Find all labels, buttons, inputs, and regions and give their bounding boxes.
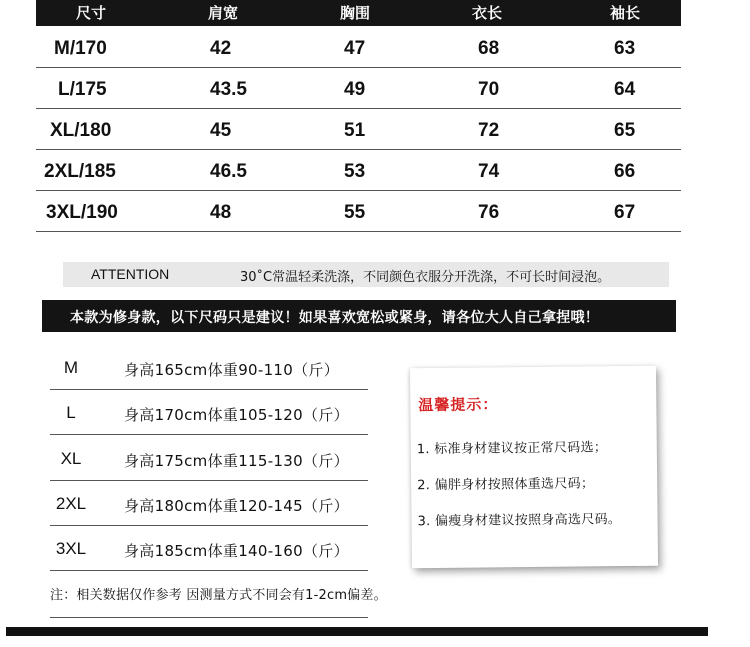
row-divider: [50, 480, 368, 481]
table-row: [36, 28, 681, 68]
header-chest: 胸围: [340, 4, 371, 22]
footnote-divider: [50, 617, 368, 618]
cell-shoulder: 48: [210, 202, 232, 223]
list-item: [50, 346, 368, 390]
tip-item: 2. 偏胖身材按照体重选尺码；: [417, 476, 595, 494]
header-length: 衣长: [472, 4, 503, 22]
cell-sleeve: 66: [614, 161, 636, 182]
list-item: [50, 437, 368, 481]
fit-notice-text: 本款为修身款，以下尺码只是建议！如果喜欢宽松或紧身，请各位大人自己拿捏哦！: [70, 310, 600, 326]
measurement-footnote: 注：相关数据仅作参考 因测量方式不同会有1-2cm偏差。: [50, 588, 387, 603]
cell-shoulder: 43.5: [210, 79, 247, 100]
guide-size: L: [66, 403, 76, 422]
row-divider: [50, 525, 368, 526]
cell-size: 3XL/190: [46, 202, 118, 223]
row-divider: [50, 570, 368, 571]
guide-description: 身高185cm体重140-160（斤）: [124, 542, 349, 560]
table-row: [36, 69, 681, 109]
row-divider: [36, 67, 681, 68]
cell-chest: 55: [344, 202, 366, 223]
size-table-header: [36, 0, 681, 26]
size-chart-section: [0, 0, 709, 328]
cell-size: M/170: [54, 38, 107, 59]
cell-length: 72: [478, 120, 500, 141]
list-item: [50, 527, 368, 571]
cell-shoulder: 46.5: [210, 161, 247, 182]
cell-length: 76: [478, 202, 500, 223]
cell-chest: 49: [344, 79, 366, 100]
cell-shoulder: 45: [210, 120, 232, 141]
header-size: 尺寸: [76, 4, 107, 22]
header-shoulder: 肩宽: [208, 4, 239, 22]
cell-chest: 47: [344, 38, 366, 59]
cell-shoulder: 42: [210, 38, 232, 59]
cell-size: 2XL/185: [44, 161, 116, 182]
cell-size: XL/180: [50, 120, 112, 141]
tip-title: 温馨提示：: [418, 395, 499, 415]
cell-sleeve: 65: [614, 120, 636, 141]
cell-chest: 53: [344, 161, 366, 182]
row-divider: [36, 190, 681, 191]
row-divider: [50, 389, 368, 390]
row-divider: [36, 108, 681, 109]
row-divider: [36, 231, 681, 232]
list-item: [50, 482, 368, 526]
guide-description: 身高180cm体重120-145（斤）: [124, 497, 349, 515]
fit-notice-bar: [42, 300, 676, 332]
tip-note-card: [410, 366, 658, 569]
guide-size: 2XL: [55, 494, 87, 513]
guide-size: XL: [60, 449, 82, 468]
cell-size: L/175: [58, 79, 107, 100]
bottom-divider-bar: [6, 627, 708, 636]
list-item: [50, 391, 368, 435]
row-divider: [50, 434, 368, 435]
attention-label: ATTENTION: [91, 266, 170, 282]
header-sleeve: 袖长: [610, 4, 641, 22]
table-row: [36, 192, 681, 232]
cell-sleeve: 67: [614, 202, 636, 223]
table-row: [36, 151, 681, 191]
guide-description: 身高175cm体重115-130（斤）: [124, 452, 349, 470]
cell-sleeve: 64: [614, 79, 636, 100]
guide-description: 身高165cm体重90-110（斤）: [124, 361, 340, 379]
cell-length: 74: [478, 161, 500, 182]
tip-item: 3. 偏瘦身材建议按照身高选尺码。: [417, 512, 622, 530]
guide-size: 3XL: [55, 539, 87, 558]
cell-sleeve: 63: [614, 38, 636, 59]
cell-chest: 51: [344, 120, 366, 141]
cell-length: 68: [478, 38, 500, 59]
cell-length: 70: [478, 79, 500, 100]
attention-strip: [63, 262, 669, 287]
guide-description: 身高170cm体重105-120（斤）: [124, 406, 349, 424]
table-row: [36, 110, 681, 150]
tip-item: 1. 标准身材建议按正常尺码选；: [416, 440, 608, 458]
guide-size: M: [63, 358, 79, 377]
row-divider: [36, 149, 681, 150]
washing-instructions: 30˚C常温轻柔洗涤，不同颜色衣服分开洗涤，不可长时间浸泡。: [240, 270, 611, 285]
